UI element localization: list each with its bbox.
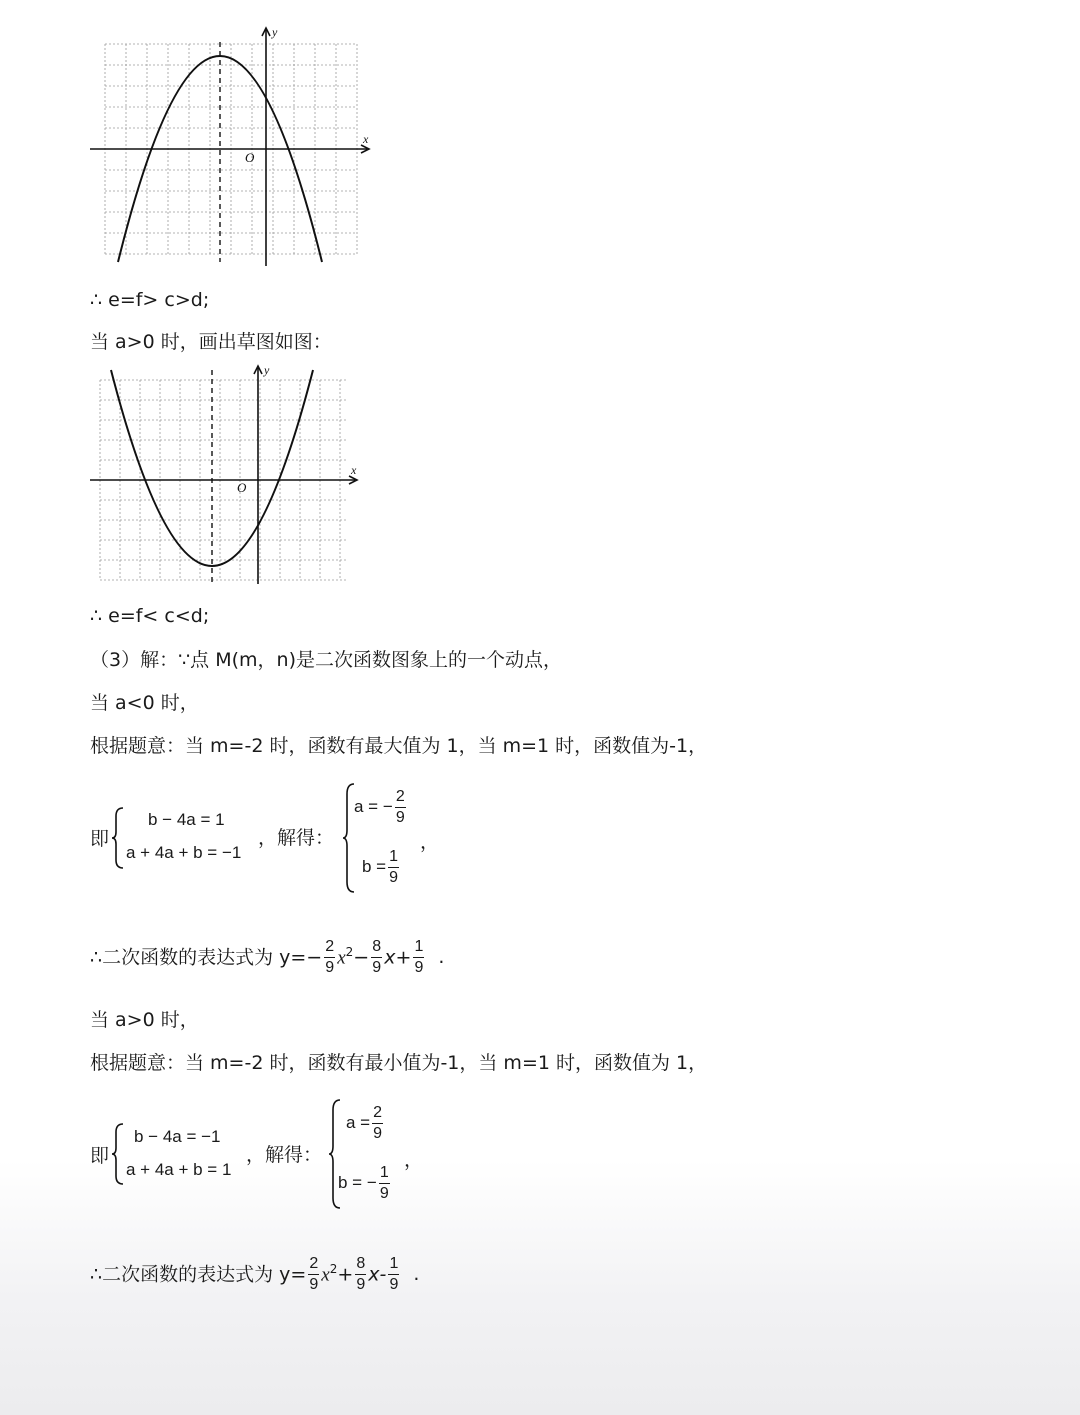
numerator: 2 [395,788,405,805]
denominator: 9 [379,1185,389,1202]
fraction [371,938,382,977]
denominator: 9 [389,869,399,886]
solution-a-lhs: a = − [354,796,393,816]
solution-a-lhs: a = [346,1112,371,1132]
x-var: x [321,1264,330,1286]
expr-prefix: ∴二次函数的表达式为 y= [90,1263,307,1286]
case-neg-eq1: b − 4a = 1 [148,810,225,829]
numerator: 8 [356,1255,366,1273]
denominator: 9 [389,1276,399,1294]
minus-sign: − [353,946,370,969]
period: . [438,946,445,969]
y-axis-label: y [264,363,270,377]
plus-sign: + [337,1263,354,1286]
denominator: 9 [356,1276,366,1294]
fraction [379,1164,390,1203]
expr-prefix: ∴二次函数的表达式为 y=− [90,946,323,969]
case-neg-eq2: a + 4a + b = −1 [126,843,242,862]
case-pos-eq2: a + 4a + b = 1 [126,1160,232,1179]
x-var: x [337,947,346,969]
case-pos-ji: 即 [90,1145,110,1167]
case-pos-statement: 根据题意：当 m=-2 时，函数有最小值为-1，当 m=1 时，函数值为 1， [90,1052,708,1074]
fraction [413,938,424,977]
case-pos-sketch-intro: 当 a>0 时，画出草图如图： [90,331,332,353]
denominator: 9 [309,1276,319,1294]
numerator: 1 [414,938,424,956]
case-pos-solution-a [346,1104,385,1143]
origin-label: O [237,480,247,495]
period: . [413,1263,420,1286]
case-pos-eq1: b − 4a = −1 [134,1127,221,1146]
x-axis-label: x [363,132,369,146]
numerator: 2 [373,1104,383,1121]
case-neg-ji: 即 [90,828,110,850]
exponent: 2 [345,945,354,959]
case-neg-solution-b [362,848,401,887]
solution-b-lhs: b = [362,856,387,876]
case-pos-solve-label: ，解得： [246,1144,323,1166]
graph-downward-parabola [85,22,385,272]
fraction [324,938,335,977]
case-neg-expression [90,930,444,980]
graph2-caption: ∴ e=f< c<d; [90,605,210,627]
graph-upward-parabola [85,362,375,597]
grid [105,44,357,256]
case-neg-trailing-comma: ， [420,831,440,853]
y-axis [254,366,262,584]
solution-b-lhs: b = − [338,1172,377,1192]
graph1-caption: ∴ e=f> c>d; [90,289,210,311]
case-neg-solution-a [354,788,408,827]
numerator: 2 [325,938,335,956]
origin-label: O [245,150,255,165]
fraction [355,1255,366,1294]
fraction [388,848,399,887]
denominator: 9 [395,809,405,826]
case-pos-condition: 当 a>0 时， [90,1009,199,1031]
fraction [388,1255,399,1294]
denominator: 9 [372,959,382,977]
left-brace-icon [111,806,125,870]
numerator: 1 [389,848,399,865]
fraction [372,1104,383,1143]
y-axis [262,28,270,266]
denominator: 9 [373,1125,383,1142]
exponent: 2 [329,1262,338,1276]
x-axis-label: x [351,463,357,477]
denominator: 9 [414,959,424,977]
numerator: 2 [309,1255,319,1273]
fraction [395,788,406,827]
numerator: 1 [389,1255,399,1273]
fraction [308,1255,319,1294]
left-brace-icon [111,1122,125,1186]
case-neg-statement: 根据题意：当 m=-2 时，函数有最大值为 1，当 m=1 时，函数值为-1， [90,735,708,757]
case-pos-trailing-comma: ， [404,1149,424,1171]
denominator: 9 [325,959,335,977]
case-neg-condition: 当 a<0 时， [90,692,199,714]
case-neg-solve-label: ，解得： [258,827,335,849]
case-pos-solution-b [338,1164,392,1203]
numerator: 8 [372,938,382,956]
y-axis-label: y [272,25,278,39]
x-minus: x- [368,1263,387,1286]
x-axis [90,476,357,484]
case-pos-expression [90,1247,419,1297]
numerator: 1 [379,1164,389,1181]
x-plus: x+ [384,946,412,969]
x-axis [90,145,369,153]
part3-heading: （3）解：∵点 M(m，n)是二次函数图象上的一个动点， [90,649,562,671]
